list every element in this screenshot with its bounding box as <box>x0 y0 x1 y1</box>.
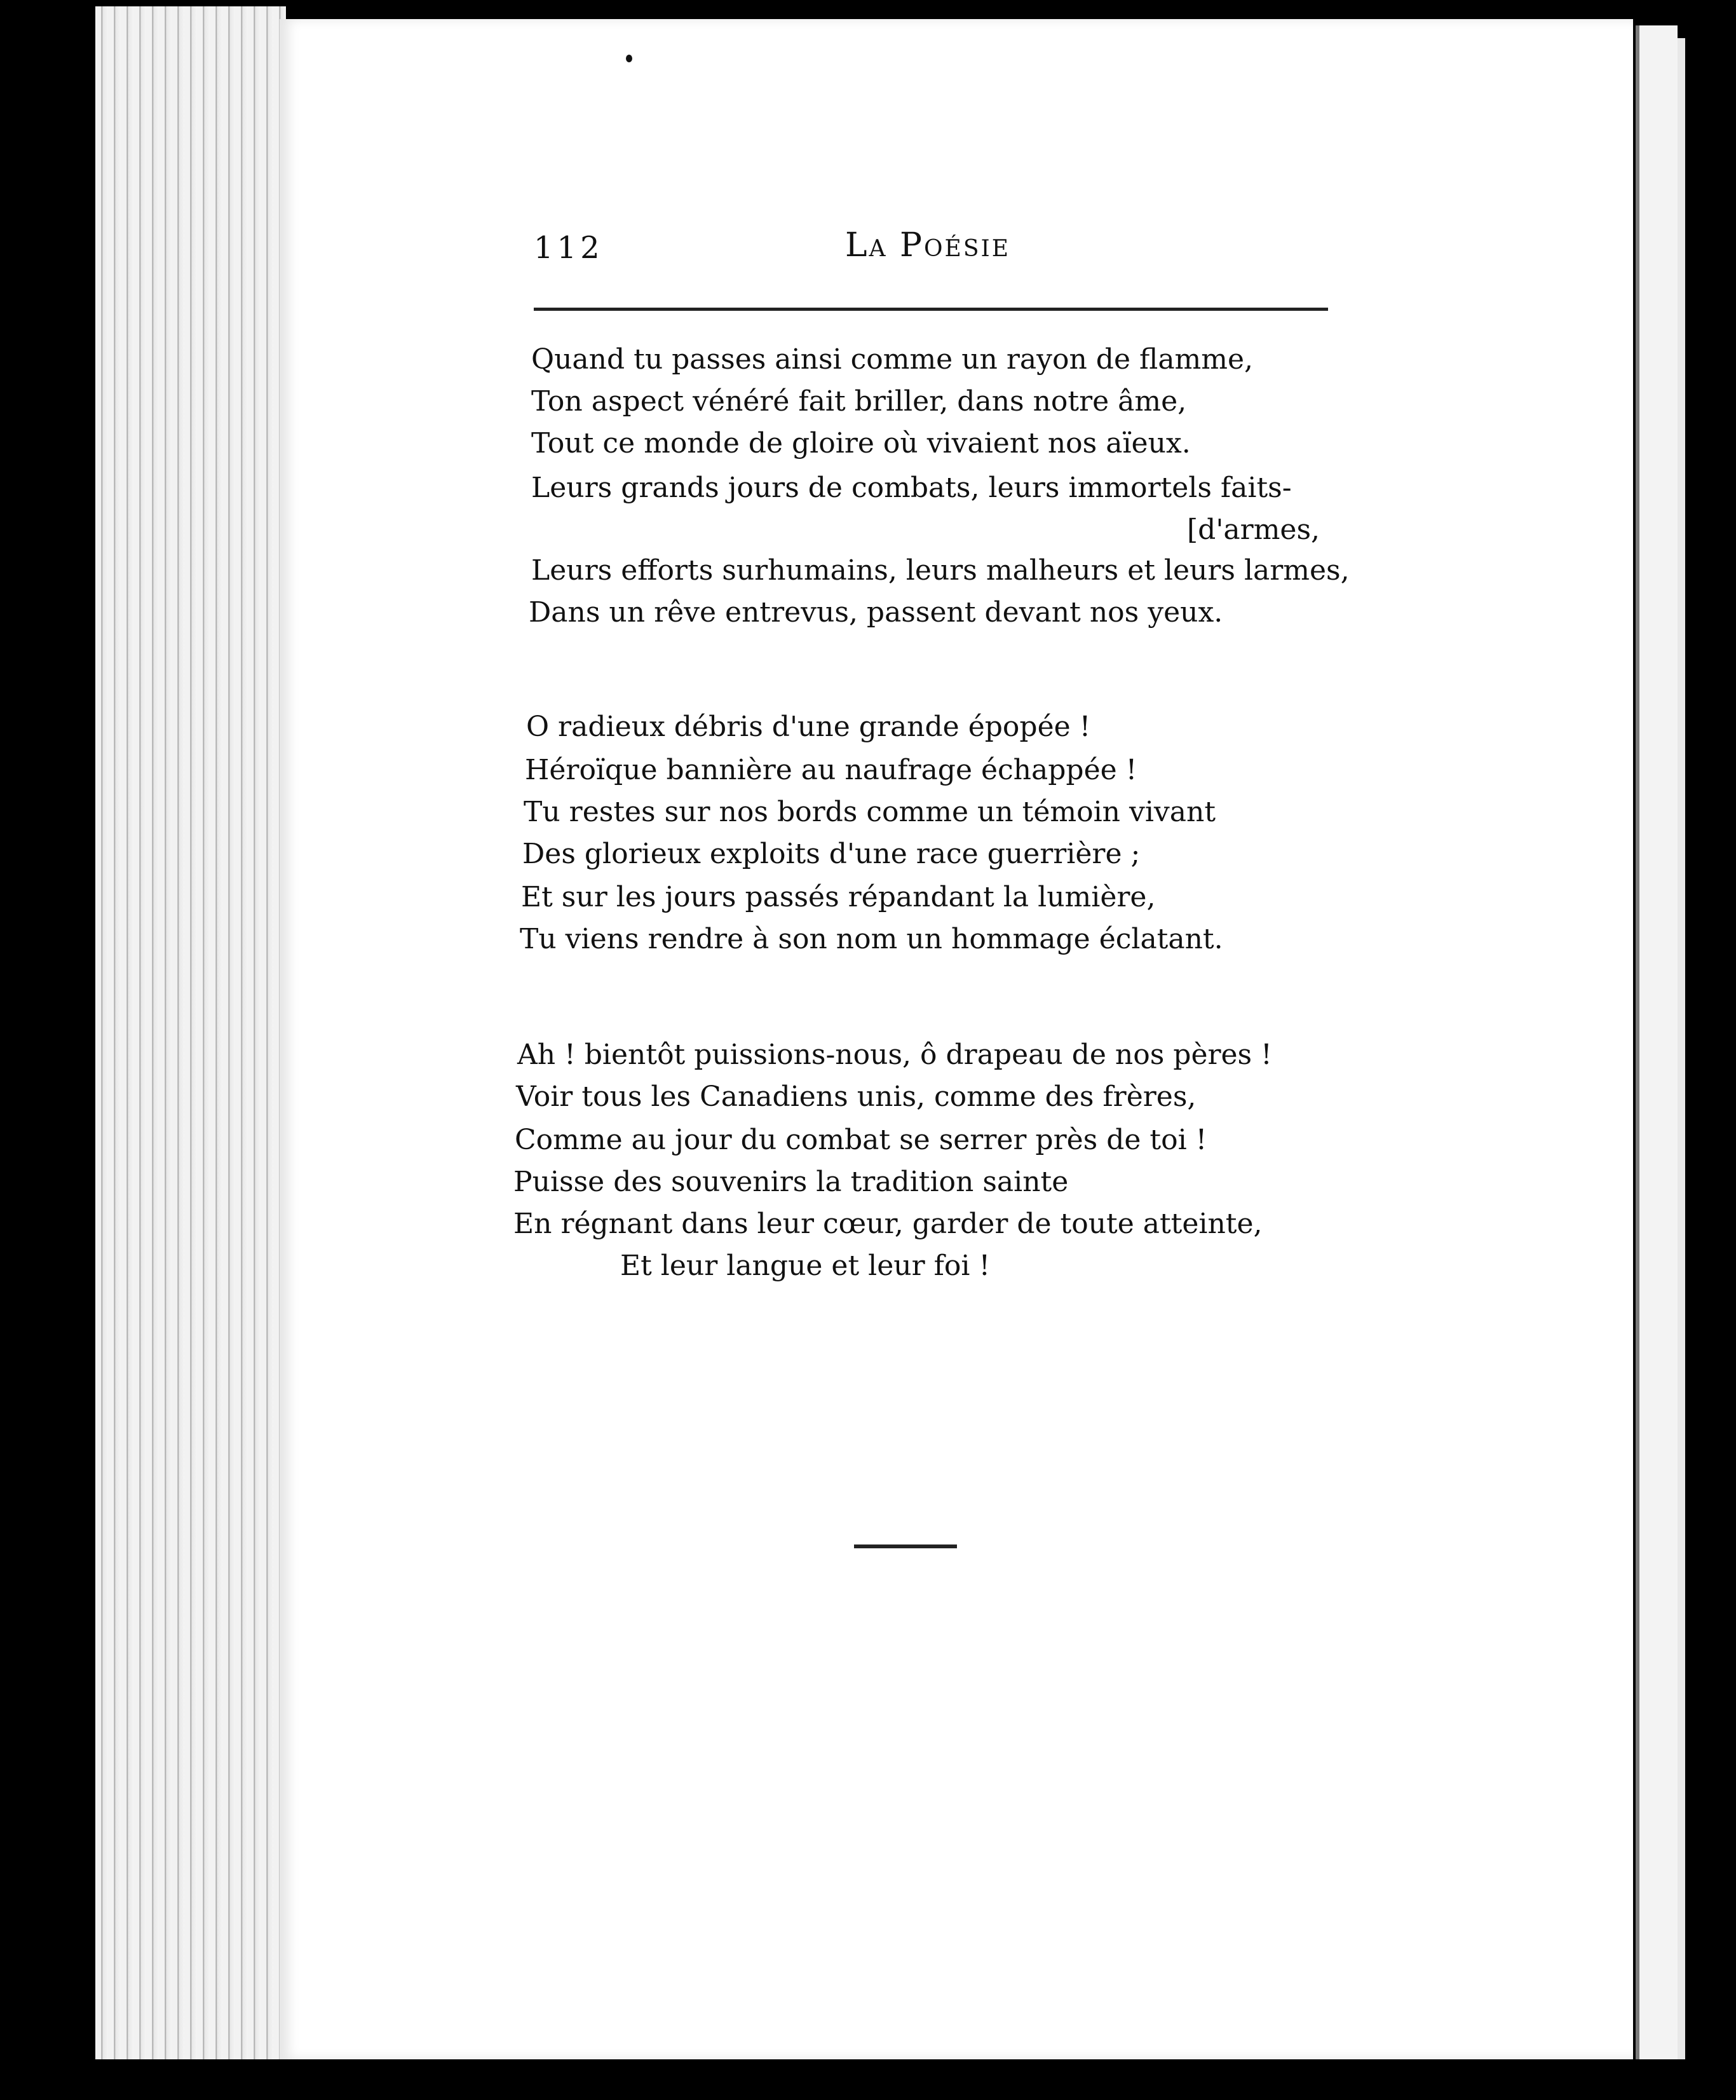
poem-line: Des glorieux exploits d'une race guerrière ; <box>522 838 1141 870</box>
running-head: La Poésie <box>845 226 1011 264</box>
poem-line: Comme au jour du combat se serrer près de toi ! <box>515 1124 1207 1156</box>
end-rule <box>854 1544 957 1548</box>
poem-line: O radieux débris d'une grande épopée ! <box>526 711 1091 743</box>
poem-line: Ah ! bientôt puissions-nous, ô drapeau de nos pères ! <box>517 1039 1272 1071</box>
poem-line: Leurs efforts surhumains, leurs malheurs et leurs larmes, <box>531 554 1350 587</box>
facing-page-edge-inner <box>1678 38 1685 2059</box>
poem-line: Tu viens rendre à son nom un hommage éclatant. <box>520 923 1223 955</box>
poem-line-continuation: [d'armes, <box>1187 514 1320 546</box>
poem-line: Tout ce monde de gloire où vivaient nos aïeux. <box>531 427 1191 460</box>
facing-page-edge <box>1636 25 1678 2066</box>
poem-line: Tu restes sur nos bords comme un témoin vivant <box>524 796 1216 828</box>
scan-bottom-margin <box>89 2059 1716 2100</box>
ink-speck <box>626 55 632 62</box>
page-number: 112 <box>534 230 604 266</box>
poem-line: Quand tu passes ainsi comme un rayon de flamme, <box>531 343 1254 376</box>
header-rule <box>534 308 1328 311</box>
poem-line: Voir tous les Canadiens unis, comme des frères, <box>516 1081 1197 1113</box>
poem-line: Et sur les jours passés répandant la lumière, <box>521 881 1156 913</box>
poem-line: Puisse des souvenirs la tradition sainte <box>513 1166 1069 1198</box>
poem-line: Héroïque bannière au naufrage échappée ! <box>525 754 1137 786</box>
poem-line-indented: Et leur langue et leur foi ! <box>620 1250 991 1282</box>
poem-line: Ton aspect vénéré fait briller, dans notre âme, <box>531 385 1187 418</box>
poem-line: Leurs grands jours de combats, leurs immortels faits- <box>531 472 1292 504</box>
poem-line: En régnant dans leur cœur, garder de toute atteinte, <box>513 1208 1263 1240</box>
poem-line: Dans un rêve entrevus, passent devant nos yeux. <box>529 596 1223 629</box>
stacked-page-edges <box>95 6 286 2059</box>
page-header <box>534 224 1324 275</box>
